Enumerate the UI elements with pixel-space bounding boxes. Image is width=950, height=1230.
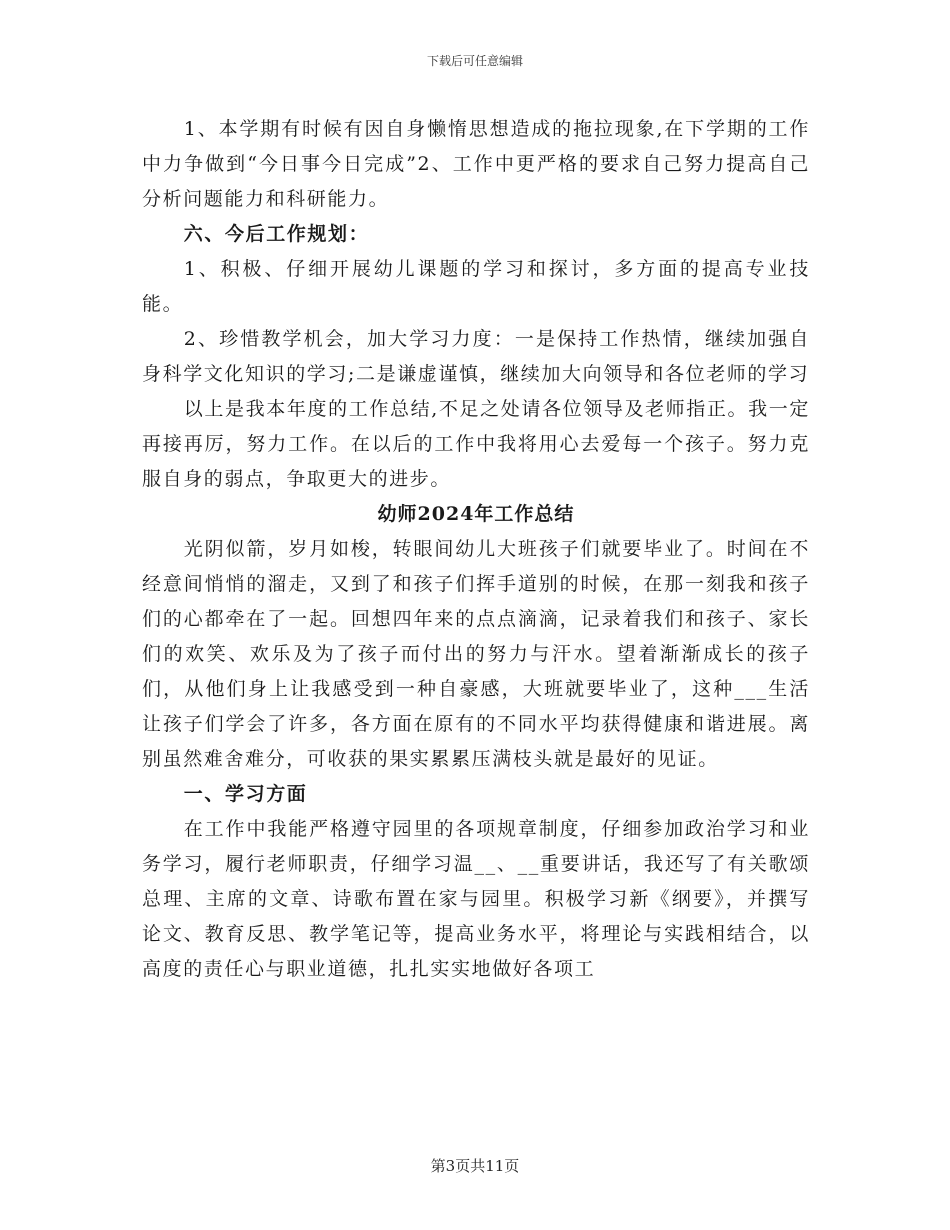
- paragraph-study: 在工作中我能严格遵守园里的各项规章制度，仔细参加政治学习和业务学习，履行老师职责，仔细学习温__、__重要讲话，我还写了有关歌颂总理、主席的文章、诗歌布置在家与园里。积极学习新《纲要》，并撰写论文、教育反思、教学笔记等，提高业务水平，将理论与实践相结合，以高度的责任心与职业道德，扎扎实实地做好各项工: [142, 818, 810, 980]
- paragraph-plan-2: 2、珍惜教学机会，加大学习力度：一是保持工作热情，继续加强自身科学文化知识的学习;二是谦虚谨慎，继续加大向领导和各位老师的学习: [142, 328, 810, 385]
- paragraph-plan-1: 1、积极、仔细开展幼儿课题的学习和探讨，多方面的提高专业技能。: [142, 258, 810, 315]
- page-header-note: 下载后可任意编辑: [426, 54, 523, 68]
- document-body: [142, 112, 810, 987]
- paragraph-intro: 光阴似箭，岁月如梭，转眼间幼儿大班孩子们就要毕业了。时间在不经意间悄悄的溜走，又到了和孩子们挥手道别的时候，在那一刻我和孩子们的心都牵在了一起。回想四年来的点点滴滴，记录着我们和孩子、家长们的欢笑、欢乐及为了孩子而付出的努力与汗水。望着渐渐成长的孩子们，从他们身上让我感受到一种自豪感，大班就要毕业了，这种___生活让孩子们学会了许多，各方面在原有的不同水平均获得健康和谐进展。离别虽然难舍难分，可收获的果实累累压满枝头就是最好的见证。: [142, 538, 810, 770]
- page-number: 第3页共11页: [430, 1157, 520, 1175]
- section-heading-study: 一、学习方面: [183, 783, 308, 805]
- section-heading-future-plan: 六、今后工作规划：: [183, 223, 370, 245]
- document-title: 幼师2024年工作总结: [377, 503, 575, 525]
- paragraph-conclusion: 以上是我本年度的工作总结,不足之处请各位领导及老师指正。我一定再接再厉，努力工作。在以后的工作中我将用心去爱每一个孩子。努力克服自身的弱点，争取更大的进步。: [142, 398, 810, 490]
- paragraph-improvement: 1、本学期有时候有因自身懒惰思想造成的拖拉现象,在下学期的工作中力争做到“今日事今日完成”2、工作中更严格的要求自己努力提高自己分析问题能力和科研能力。: [142, 118, 810, 210]
